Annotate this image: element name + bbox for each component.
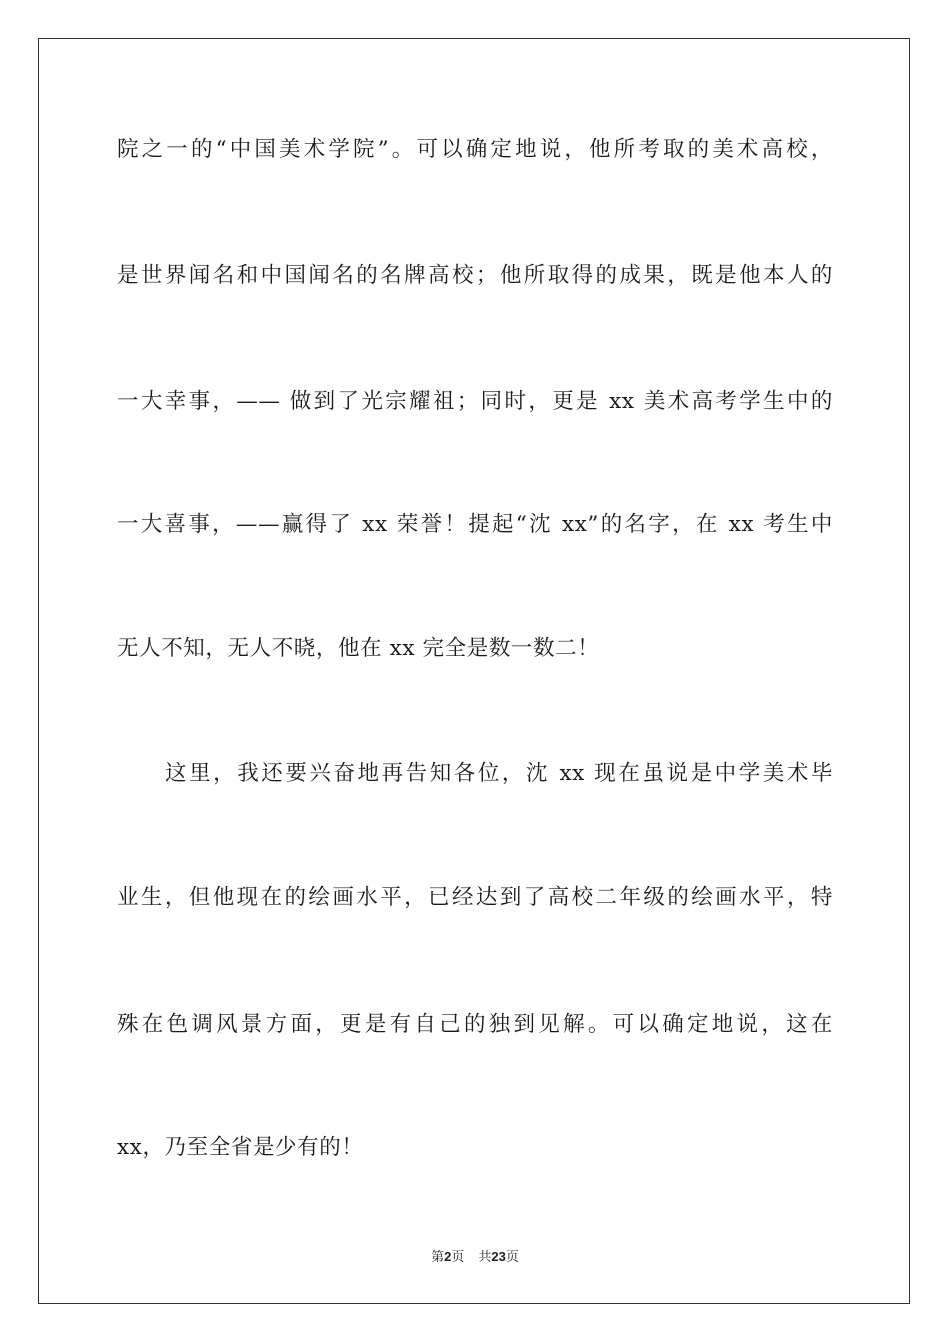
page-total: 共23页 xyxy=(478,1249,519,1265)
paragraph-line: 这里，我还要兴奋地再告知各位，沈 xx 现在虽说是中学美术毕 xyxy=(165,761,833,786)
paragraph-line: 无人不知，无人不晓，他在 xx 完全是数一数二！ xyxy=(117,636,600,661)
paragraph-line: 院之一的“中国美术学院”。可以确定地说，他所考取的美术高校， xyxy=(117,137,833,162)
page-footer xyxy=(0,1248,950,1267)
paragraph-line: 是世界闻名和中国闻名的名牌高校；他所取得的成果，既是他本人的 xyxy=(117,263,833,288)
paragraph-line: 一大幸事，—— 做到了光宗耀祖；同时，更是 xx 美术高考学生中的 xyxy=(117,389,833,414)
paragraph-line: 一大喜事，——赢得了 xx 荣誉！提起“沈 xx”的名字，在 xx 考生中 xyxy=(117,512,833,537)
page-border xyxy=(38,38,910,1304)
page-number: 第2页 xyxy=(431,1249,465,1265)
paragraph-line: xx，乃至全省是少有的！ xyxy=(117,1135,364,1160)
paragraph-line: 业生，但他现在的绘画水平，已经达到了高校二年级的绘画水平，特 xyxy=(117,885,833,910)
paragraph-line: 殊在色调风景方面，更是有自己的独到见解。可以确定地说，这在 xyxy=(117,1012,833,1037)
